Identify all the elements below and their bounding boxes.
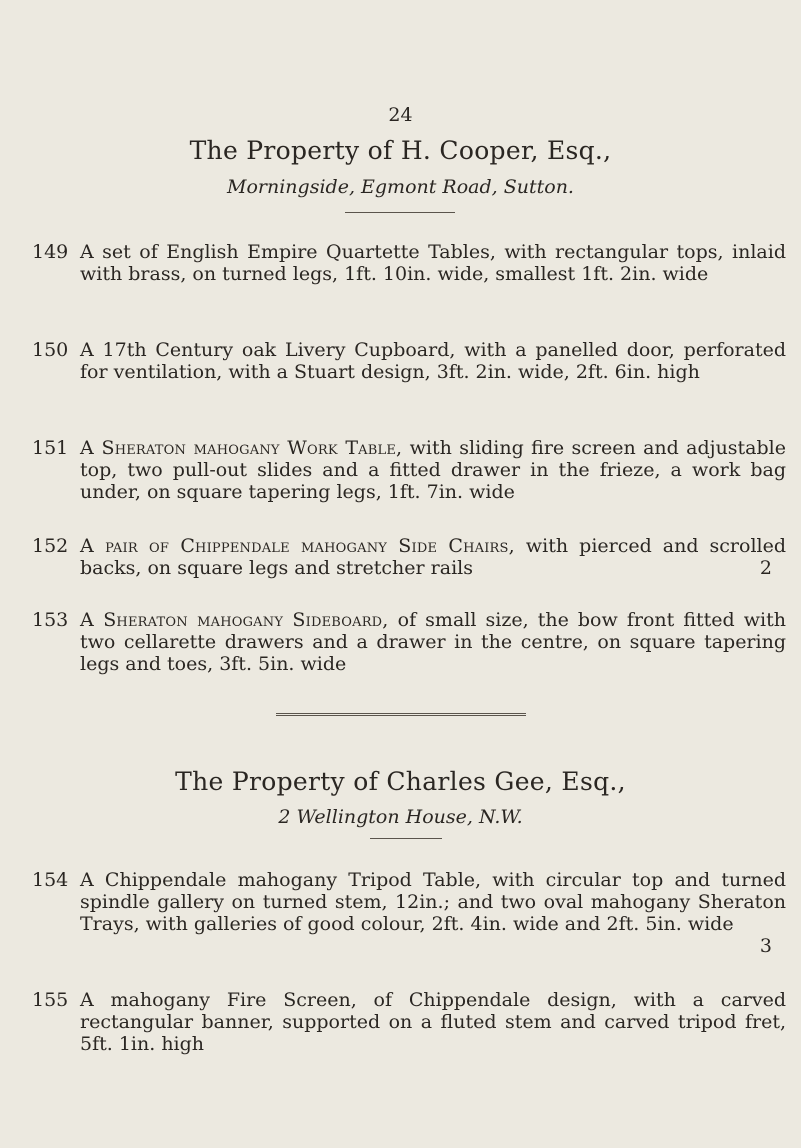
lot-number: 155 (32, 989, 69, 1011)
lot-number: 153 (32, 609, 69, 631)
lot-number: 152 (32, 535, 69, 557)
lot-description (80, 437, 786, 503)
lot-title: A pair of Chippendale mahogany Side Chairs, (80, 535, 515, 557)
lot-title: A Sheraton mahogany Sideboard, (80, 609, 389, 631)
lot-quantity: 3 (759, 935, 772, 957)
section-divider (276, 713, 526, 716)
lot-description: A set of English Empire Quartette Tables, with rectangular tops, inlaid with brass, on turned legs, 1ft. 10in. wide, smallest 1ft. 2in. wide (80, 241, 786, 285)
lot-description: A mahogany Fire Screen, of Chippendale design, with a carved rectangular banner, supported on a fluted stem and carved tripod fret, 5ft. 1in. high (80, 989, 786, 1055)
section-heading: The Property of Charles Gee, Esq., (175, 767, 626, 796)
lot-description (80, 609, 786, 675)
divider (345, 212, 455, 213)
lot-quantity: 2 (759, 557, 772, 579)
section-address: Morningside, Egmont Road, Sutton. (227, 176, 574, 198)
lot-title: A Sheraton mahogany Work Table, (80, 437, 403, 459)
section-heading: The Property of H. Cooper, Esq., (189, 136, 612, 165)
lot-text: with pierced and scrolled backs, on square legs and stretcher rails (80, 535, 787, 579)
lot-description: A 17th Century oak Livery Cupboard, with a panelled door, perforated for ventilation, with a Stuart design, 3ft. 2in. wide, 2ft. 6in. high (80, 339, 786, 383)
lot-number: 149 (32, 241, 69, 263)
lot-text: with sliding fire screen and adjustable top, two pull-out slides and a fitted drawer in the frieze, a work bag under, on square tapering legs, 1ft. 7in. wide (80, 437, 786, 503)
page-number: 24 (388, 104, 413, 126)
lot-number: 151 (32, 437, 69, 459)
lot-description: A Chippendale mahogany Tripod Table, with circular top and turned spindle gallery on turned stem, 12in.; and two oval mahogany Sheraton Trays, with galleries of good colour, 2ft. 4in. wide and 2ft. 5in. wide (80, 869, 786, 935)
lot-number: 154 (32, 869, 69, 891)
lot-number: 150 (32, 339, 69, 361)
divider (370, 838, 442, 839)
section-address: 2 Wellington House, N.W. (278, 806, 523, 828)
lot-text: of small size, the bow front fitted with two cellarette drawers and a drawer in the centre, on square tapering legs and toes, 3ft. 5in. wide (80, 609, 786, 675)
lot-description (80, 535, 786, 579)
